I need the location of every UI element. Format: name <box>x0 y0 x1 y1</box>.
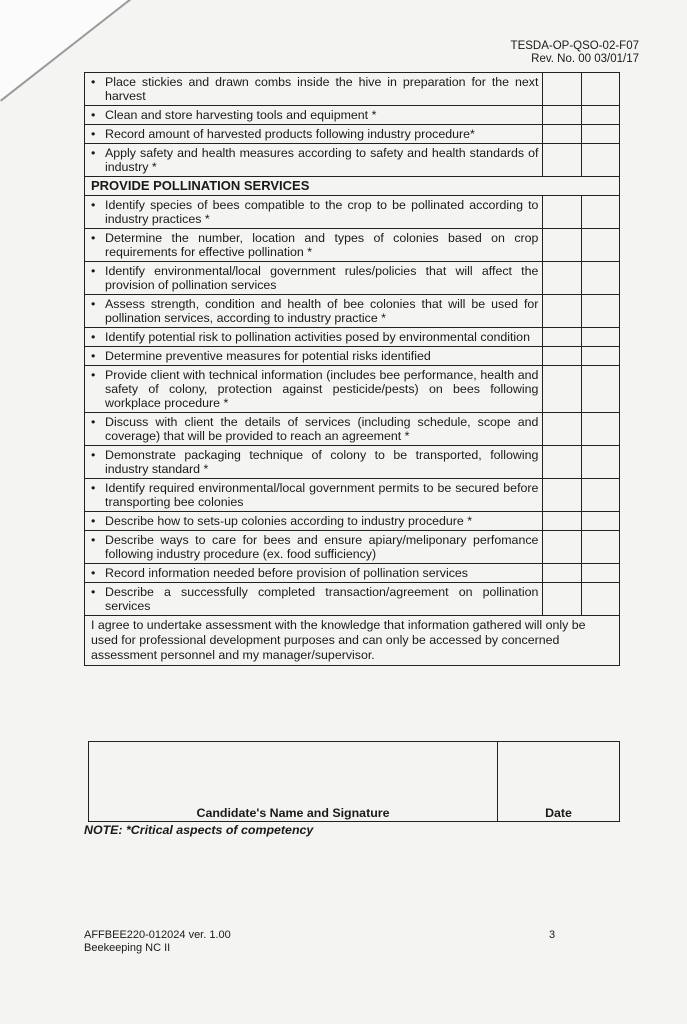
checklist-item-text: Identify environmental/local government rules/policies that will affect the provision of pollination services <box>105 264 539 292</box>
checkbox-yes-cell[interactable] <box>543 229 581 262</box>
checkbox-yes-cell[interactable] <box>543 413 581 446</box>
checklist-item <box>85 446 543 479</box>
date-field[interactable] <box>498 742 620 822</box>
checkbox-no-cell[interactable] <box>581 144 619 177</box>
checkbox-no-cell[interactable] <box>581 583 619 616</box>
checklist-item <box>85 328 543 347</box>
checklist-item <box>85 413 543 446</box>
bullet-icon: • <box>91 198 96 212</box>
checklist-row <box>85 479 620 512</box>
agreement-row <box>85 616 620 666</box>
checkbox-no-cell[interactable] <box>581 564 619 583</box>
critical-aspects-note: NOTE: *Critical aspects of competency <box>84 823 314 837</box>
checklist-item <box>85 262 543 295</box>
checkbox-no-cell[interactable] <box>581 479 619 512</box>
page-number: 3 <box>549 929 556 941</box>
checklist-row <box>85 295 620 328</box>
bullet-icon: • <box>91 349 96 363</box>
competency-checklist-table <box>84 72 620 666</box>
checkbox-yes-cell[interactable] <box>543 295 581 328</box>
checkbox-yes-cell[interactable] <box>543 531 581 564</box>
bullet-item <box>91 75 538 103</box>
bullet-item <box>91 330 538 344</box>
bullet-item <box>91 566 538 580</box>
checklist-row <box>85 446 620 479</box>
checklist-item <box>85 366 543 413</box>
checkbox-no-cell[interactable] <box>581 347 619 366</box>
bullet-icon: • <box>91 231 96 245</box>
checklist-row <box>85 125 620 144</box>
checklist-item-text: Discuss with client the details of services (including schedule, scope and coverage) that will be provided to reach an agreement * <box>105 415 539 443</box>
checkbox-no-cell[interactable] <box>581 366 619 413</box>
checklist-item-text: Describe how to sets-up colonies according to industry procedure * <box>105 514 473 528</box>
bullet-item <box>91 231 538 259</box>
checkbox-yes-cell[interactable] <box>543 564 581 583</box>
bullet-item <box>91 108 538 122</box>
checkbox-no-cell[interactable] <box>581 73 619 106</box>
checklist-row <box>85 229 620 262</box>
checklist-item <box>85 73 543 106</box>
checklist-row <box>85 413 620 446</box>
section-title: PROVIDE POLLINATION SERVICES <box>85 177 620 196</box>
checklist-item <box>85 125 543 144</box>
bullet-icon: • <box>91 448 96 462</box>
checklist-item-text: Identify required environmental/local government permits to be secured before transporting bee colonies <box>105 481 539 509</box>
bullet-item <box>91 533 538 561</box>
form-code: TESDA-OP-QSO-02-F07 <box>510 40 639 52</box>
checklist-row <box>85 564 620 583</box>
candidate-signature-label: Candidate's Name and Signature <box>196 806 390 820</box>
checkbox-no-cell[interactable] <box>581 229 619 262</box>
bullet-item <box>91 146 538 174</box>
bullet-icon: • <box>91 415 96 429</box>
bullet-item <box>91 368 538 410</box>
candidate-signature-field[interactable] <box>89 742 498 822</box>
checkbox-no-cell[interactable] <box>581 328 619 347</box>
bullet-item <box>91 349 538 363</box>
checklist-row <box>85 366 620 413</box>
checkbox-yes-cell[interactable] <box>543 583 581 616</box>
bullet-icon: • <box>91 330 96 344</box>
bullet-icon: • <box>91 75 96 89</box>
checkbox-yes-cell[interactable] <box>543 446 581 479</box>
checklist-item <box>85 144 543 177</box>
checklist-row <box>85 531 620 564</box>
checklist-item <box>85 512 543 531</box>
bullet-icon: • <box>91 264 96 278</box>
checkbox-no-cell[interactable] <box>581 531 619 564</box>
section-header-row <box>85 177 620 196</box>
checkbox-yes-cell[interactable] <box>543 196 581 229</box>
checklist-item-text: Clean and store harvesting tools and equipment * <box>105 108 377 122</box>
checkbox-no-cell[interactable] <box>581 196 619 229</box>
bullet-item <box>91 198 538 226</box>
bullet-item <box>91 585 538 613</box>
checklist-row <box>85 347 620 366</box>
checkbox-yes-cell[interactable] <box>543 328 581 347</box>
checkbox-yes-cell[interactable] <box>543 144 581 177</box>
checkbox-yes-cell[interactable] <box>543 479 581 512</box>
checklist-item-text: Describe a successfully completed transaction/agreement on pollination services <box>105 585 539 613</box>
checklist-item-text: Place stickies and drawn combs inside the hive in preparation for the next harvest <box>105 75 539 103</box>
checklist-item-text: Provide client with technical information (includes bee performance, health and safety of colony, protection against pesticide/pests) on bees following workplace procedure * <box>105 368 539 410</box>
checkbox-yes-cell[interactable] <box>543 512 581 531</box>
checkbox-yes-cell[interactable] <box>543 262 581 295</box>
bullet-icon: • <box>91 585 96 599</box>
footer-qualification: Beekeeping NC II <box>84 941 171 954</box>
checklist-row <box>85 106 620 125</box>
checklist-row <box>85 328 620 347</box>
checklist-item-text: Determine the number, location and types of colonies based on crop requirements for effective pollination * <box>105 231 539 259</box>
checklist-item-text: Identify species of bees compatible to the crop to be pollinated according to industry practices * <box>105 198 539 226</box>
bullet-item <box>91 264 538 292</box>
checklist-row <box>85 262 620 295</box>
bullet-icon: • <box>91 108 96 122</box>
checklist-item-text: Identify potential risk to pollination activities posed by environmental condition <box>105 330 530 344</box>
checklist-item <box>85 564 543 583</box>
checklist-item-text: Record information needed before provision of pollination services <box>105 566 468 580</box>
bullet-icon: • <box>91 297 96 311</box>
bullet-icon: • <box>91 514 96 528</box>
bullet-item <box>91 481 538 509</box>
checklist-item <box>85 229 543 262</box>
checkbox-no-cell[interactable] <box>581 446 619 479</box>
page-footer <box>84 929 231 954</box>
bullet-item <box>91 514 538 528</box>
checklist-item-text: Apply safety and health measures according to safety and health standards of industry * <box>105 146 539 174</box>
checklist-item <box>85 196 543 229</box>
bullet-icon: • <box>91 146 96 160</box>
bullet-icon: • <box>91 127 96 141</box>
checklist-row <box>85 196 620 229</box>
checklist-item-text: Record amount of harvested products following industry procedure* <box>105 127 475 141</box>
bullet-item <box>91 415 538 443</box>
revision-number: Rev. No. 00 03/01/17 <box>531 53 639 65</box>
bullet-icon: • <box>91 566 96 580</box>
bullet-item <box>91 297 538 325</box>
checklist-row <box>85 144 620 177</box>
checkbox-yes-cell[interactable] <box>543 106 581 125</box>
checklist-item <box>85 531 543 564</box>
signature-block <box>88 741 620 822</box>
checklist-item <box>85 106 543 125</box>
bullet-icon: • <box>91 481 96 495</box>
checklist-row <box>85 583 620 616</box>
checklist-item-text: Demonstrate packaging technique of colony to be transported, following industry standard * <box>105 448 539 476</box>
checkbox-yes-cell[interactable] <box>543 366 581 413</box>
checklist-item-text: Determine preventive measures for potential risks identified <box>105 349 431 363</box>
checklist-item <box>85 479 543 512</box>
document-code <box>511 40 639 66</box>
checklist-row <box>85 73 620 106</box>
checklist-item <box>85 583 543 616</box>
bullet-icon: • <box>91 533 96 547</box>
checklist-item-text: Describe ways to care for bees and ensure apiary/meliponary perfomance following industry procedure (ex. food sufficiency) <box>105 533 539 561</box>
checklist-item <box>85 295 543 328</box>
checklist-item <box>85 347 543 366</box>
bullet-icon: • <box>91 368 96 382</box>
checkbox-no-cell[interactable] <box>581 125 619 144</box>
checkbox-yes-cell[interactable] <box>543 73 581 106</box>
date-label: Date <box>545 806 572 820</box>
bullet-item <box>91 448 538 476</box>
checkbox-no-cell[interactable] <box>581 262 619 295</box>
checkbox-no-cell[interactable] <box>581 512 619 531</box>
checklist-row <box>85 512 620 531</box>
bullet-item <box>91 127 538 141</box>
checkbox-yes-cell[interactable] <box>543 347 581 366</box>
checkbox-no-cell[interactable] <box>581 413 619 446</box>
agreement-statement: I agree to undertake assessment with the knowledge that information gathered will only be used for professional development purposes and can only be accessed by concerned assessment personnel and my manager/supervisor. <box>85 616 620 666</box>
checkbox-yes-cell[interactable] <box>543 125 581 144</box>
checklist-item-text: Assess strength, condition and health of bee colonies that will be used for pollination services, according to industry practice * <box>105 297 539 325</box>
checkbox-no-cell[interactable] <box>581 295 619 328</box>
footer-code: AFFBEE220-012024 ver. 1.00 <box>84 929 231 941</box>
checkbox-no-cell[interactable] <box>581 106 619 125</box>
